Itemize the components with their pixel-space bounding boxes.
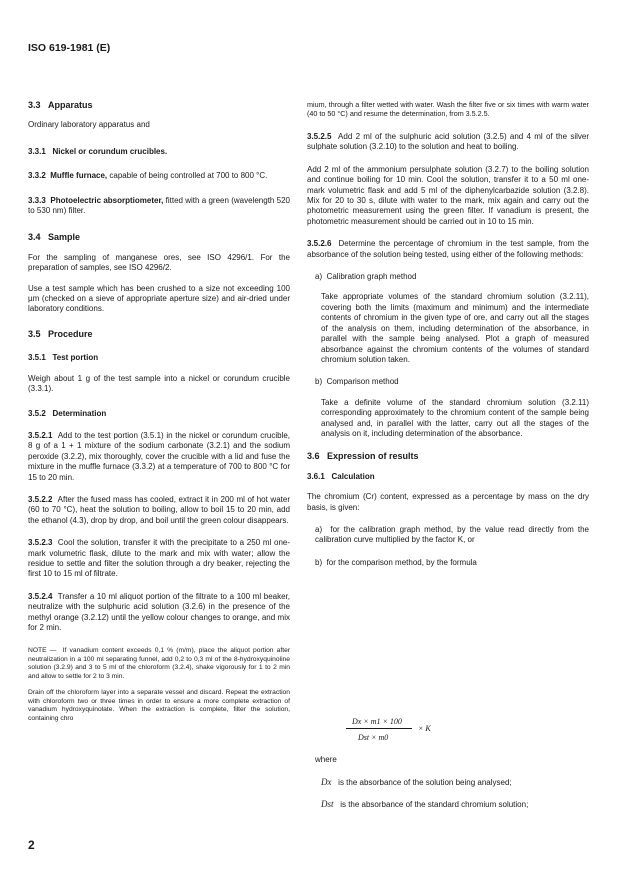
note-continuation: mium, through a filter wetted with water. Wash the filter five or six times with warm water (40 to 50 °C) and resume the determination, from 3.5.2.5. [307, 100, 589, 118]
method-a-text: Take appropriate volumes of the standard chromium solution (3.2.11), covering both the limits (maximum and minimum) and the intermediate contents of chromium in the given type of ore, and carry out all the stages of the analysis on them, including determination of the absorbance, in parallel with the sample being analysed. Plot a graph of measured absorbance against the chromium contents of the volumes of standard chromium solution taken. [321, 292, 589, 364]
left-column [28, 100, 290, 723]
para-3-5-2-5: 3.5.2.5 Add 2 ml of the sulphuric acid solution (3.2.5) and 4 ml of the silver sulphate solution (3.2.10) to the solution and heat to boiling. [307, 132, 590, 152]
note-para-2: Drain off the chloroform layer into a separate vessel and discard. Repeat the extraction with chloroform two or three times in order to ensure a more complete extraction of vanadium hydroxyquinolate. When the extraction is complete, filter the solution, containing chro [28, 689, 290, 722]
para-3-4-a: For the sampling of manganese ores, see ISO 4296/1. For the preparation of samples, see ISO 4296/2. [28, 252, 290, 273]
heading-3-6-1: 3.6.1 Calculation [307, 471, 375, 481]
para-3-4-b: Use a test sample which has been crushed to a size not exceeding 100 µm (checked on a sieve of appropriate aperture size) and air-dried under laboratory conditions. [28, 283, 290, 314]
calc-a: a) for the calibration graph method, by the value read directly from the calibration curve multiplied by the factor K, or [315, 524, 589, 545]
calc-b: b) for the comparison method, by the formula [315, 557, 477, 567]
heading-3-5-2: 3.5.2 Determination [28, 408, 107, 418]
formula-numerator: Dx × m1 × 100 [352, 717, 402, 726]
formula-denominator: Dst × m0 [358, 733, 389, 742]
para-3-5-2-6: 3.5.2.6 Determine the percentage of chromium in the test sample, from the absorbance of the solution being tested, using either of the following methods: [307, 239, 589, 259]
para-3-5-2-1: 3.5.2.1 Add to the test portion (3.5.1) in the nickel or corundum crucible, 8 g of a 1 + 1 mixture of the sodium carbonate (3.2.1) and the sodium peroxide (3.2.2), mix thoroughly, cover the crucible with a lid and fuse the mixture in the muffle furnace (3.3.2) at a temperature of 700 to 800 °C for 15 to 20 min. [28, 430, 291, 482]
heading-3-3-1: 3.3.1 Nickel or corundum crucibles. [28, 146, 168, 156]
chromium-formula [346, 713, 506, 749]
method-b-heading: b) Comparison method [315, 377, 399, 387]
para-3-5-1: Weigh about 1 g of the test sample into a nickel or corundum crucible (3.3.1). [28, 373, 290, 394]
para-3-5-2-3: 3.5.2.3 Cool the solution, transfer it with the precipitate to a 250 ml one-mark volumetric flask, dilute to the mark and mix with water; allow the residue to settle and filter the solution through a dry beaker, rejecting the first 10 to 15 ml of filtrate. [28, 538, 291, 579]
heading-3-3: 3.3 Apparatus [28, 100, 93, 110]
heading-3-6: 3.6 Expression of results [307, 451, 419, 462]
para-3-5-2-5-b: Add 2 ml of the ammonium persulphate solution (3.2.7) to the boiling solution and continue boiling for 10 min. Cool the solution, transfer it to a 50 ml one-mark volumetric flask and add 5 ml of the diphenylcarbazide solution (3.2.8). Mix for 20 to 30 s, dilute with water to the mark, mix again and carry out the photometric measurement using the green filter. If vanadium is present, the photometric measurement should be carried out in 10 to 15 min. [307, 164, 589, 226]
fraction-bar [346, 728, 412, 729]
def-dst: Dst is the absorbance of the standard chromium solution; [321, 798, 529, 809]
where-label: where [315, 755, 337, 764]
para-3-6-1: The chromium (Cr) content, expressed as a percentage by mass on the dry basis, is given: [307, 492, 589, 512]
para-3-3-2: 3.3.2 Muffle furnace, capable of being controlled at 700 to 800 °C. [28, 171, 268, 181]
def-dx: Dx is the absorbance of the solution being analysed; [321, 777, 512, 788]
note-para-1: NOTE — If vanadium content exceeds 0,1 % (m/m), place the aliquot portion after neutralization in a 100 ml separating funnel, add 0,2 to 0,3 ml of the 8-hydroxyquinoline solution (3.2.9) and 3 to 5 ml of the chloroform (3.2.4), shake vigorously for 1 to 2 min and allow to settle for 2 to 3 min. [28, 647, 291, 680]
method-a-heading: a) Calibration graph method [315, 272, 417, 282]
page-number: 2 [28, 838, 35, 852]
standard-id: ISO 619-1981 (E) [28, 42, 111, 54]
heading-3-4: 3.4 Sample [28, 232, 81, 243]
where-block [307, 755, 589, 810]
heading-3-5: 3.5 Procedure [28, 328, 93, 339]
heading-3-5-1: 3.5.1 Test portion [28, 353, 99, 363]
method-b-text: Take a definite volume of the standard chromium solution (3.2.11) corresponding approximately to the chromium content of the sample being analysed and, in parallel with the latter, carry out all the stages of the analysis on it, including determination of the absorbance. [321, 397, 589, 438]
para-3-5-2-4: 3.5.2.4 Transfer a 10 ml aliquot portion of the filtrate to a 100 ml beaker, neutralize with the sulphuric acid solution (3.2.6) in the presence of the methyl orange (3.2.12) until the yellow colour changes to orange, and mix for 2 min. [28, 591, 290, 632]
para-3-3-3: 3.3.3 Photoelectric absorptiometer, fitted with a green (wavelength 520 to 530 nm) filter. [28, 195, 290, 216]
para-3-5-2-2: 3.5.2.2 After the fused mass has cooled, extract it in 200 ml of hot water (60 to 70 °C), heat the solution to boiling, allow to boil 15 to 20 min, add the ethanol (4.3), drop by drop, and boil until the green colour disappears. [28, 494, 290, 525]
right-column [307, 100, 589, 568]
para-3-3: Ordinary laboratory apparatus and [28, 120, 150, 130]
formula-multiplier: × K [418, 724, 431, 733]
